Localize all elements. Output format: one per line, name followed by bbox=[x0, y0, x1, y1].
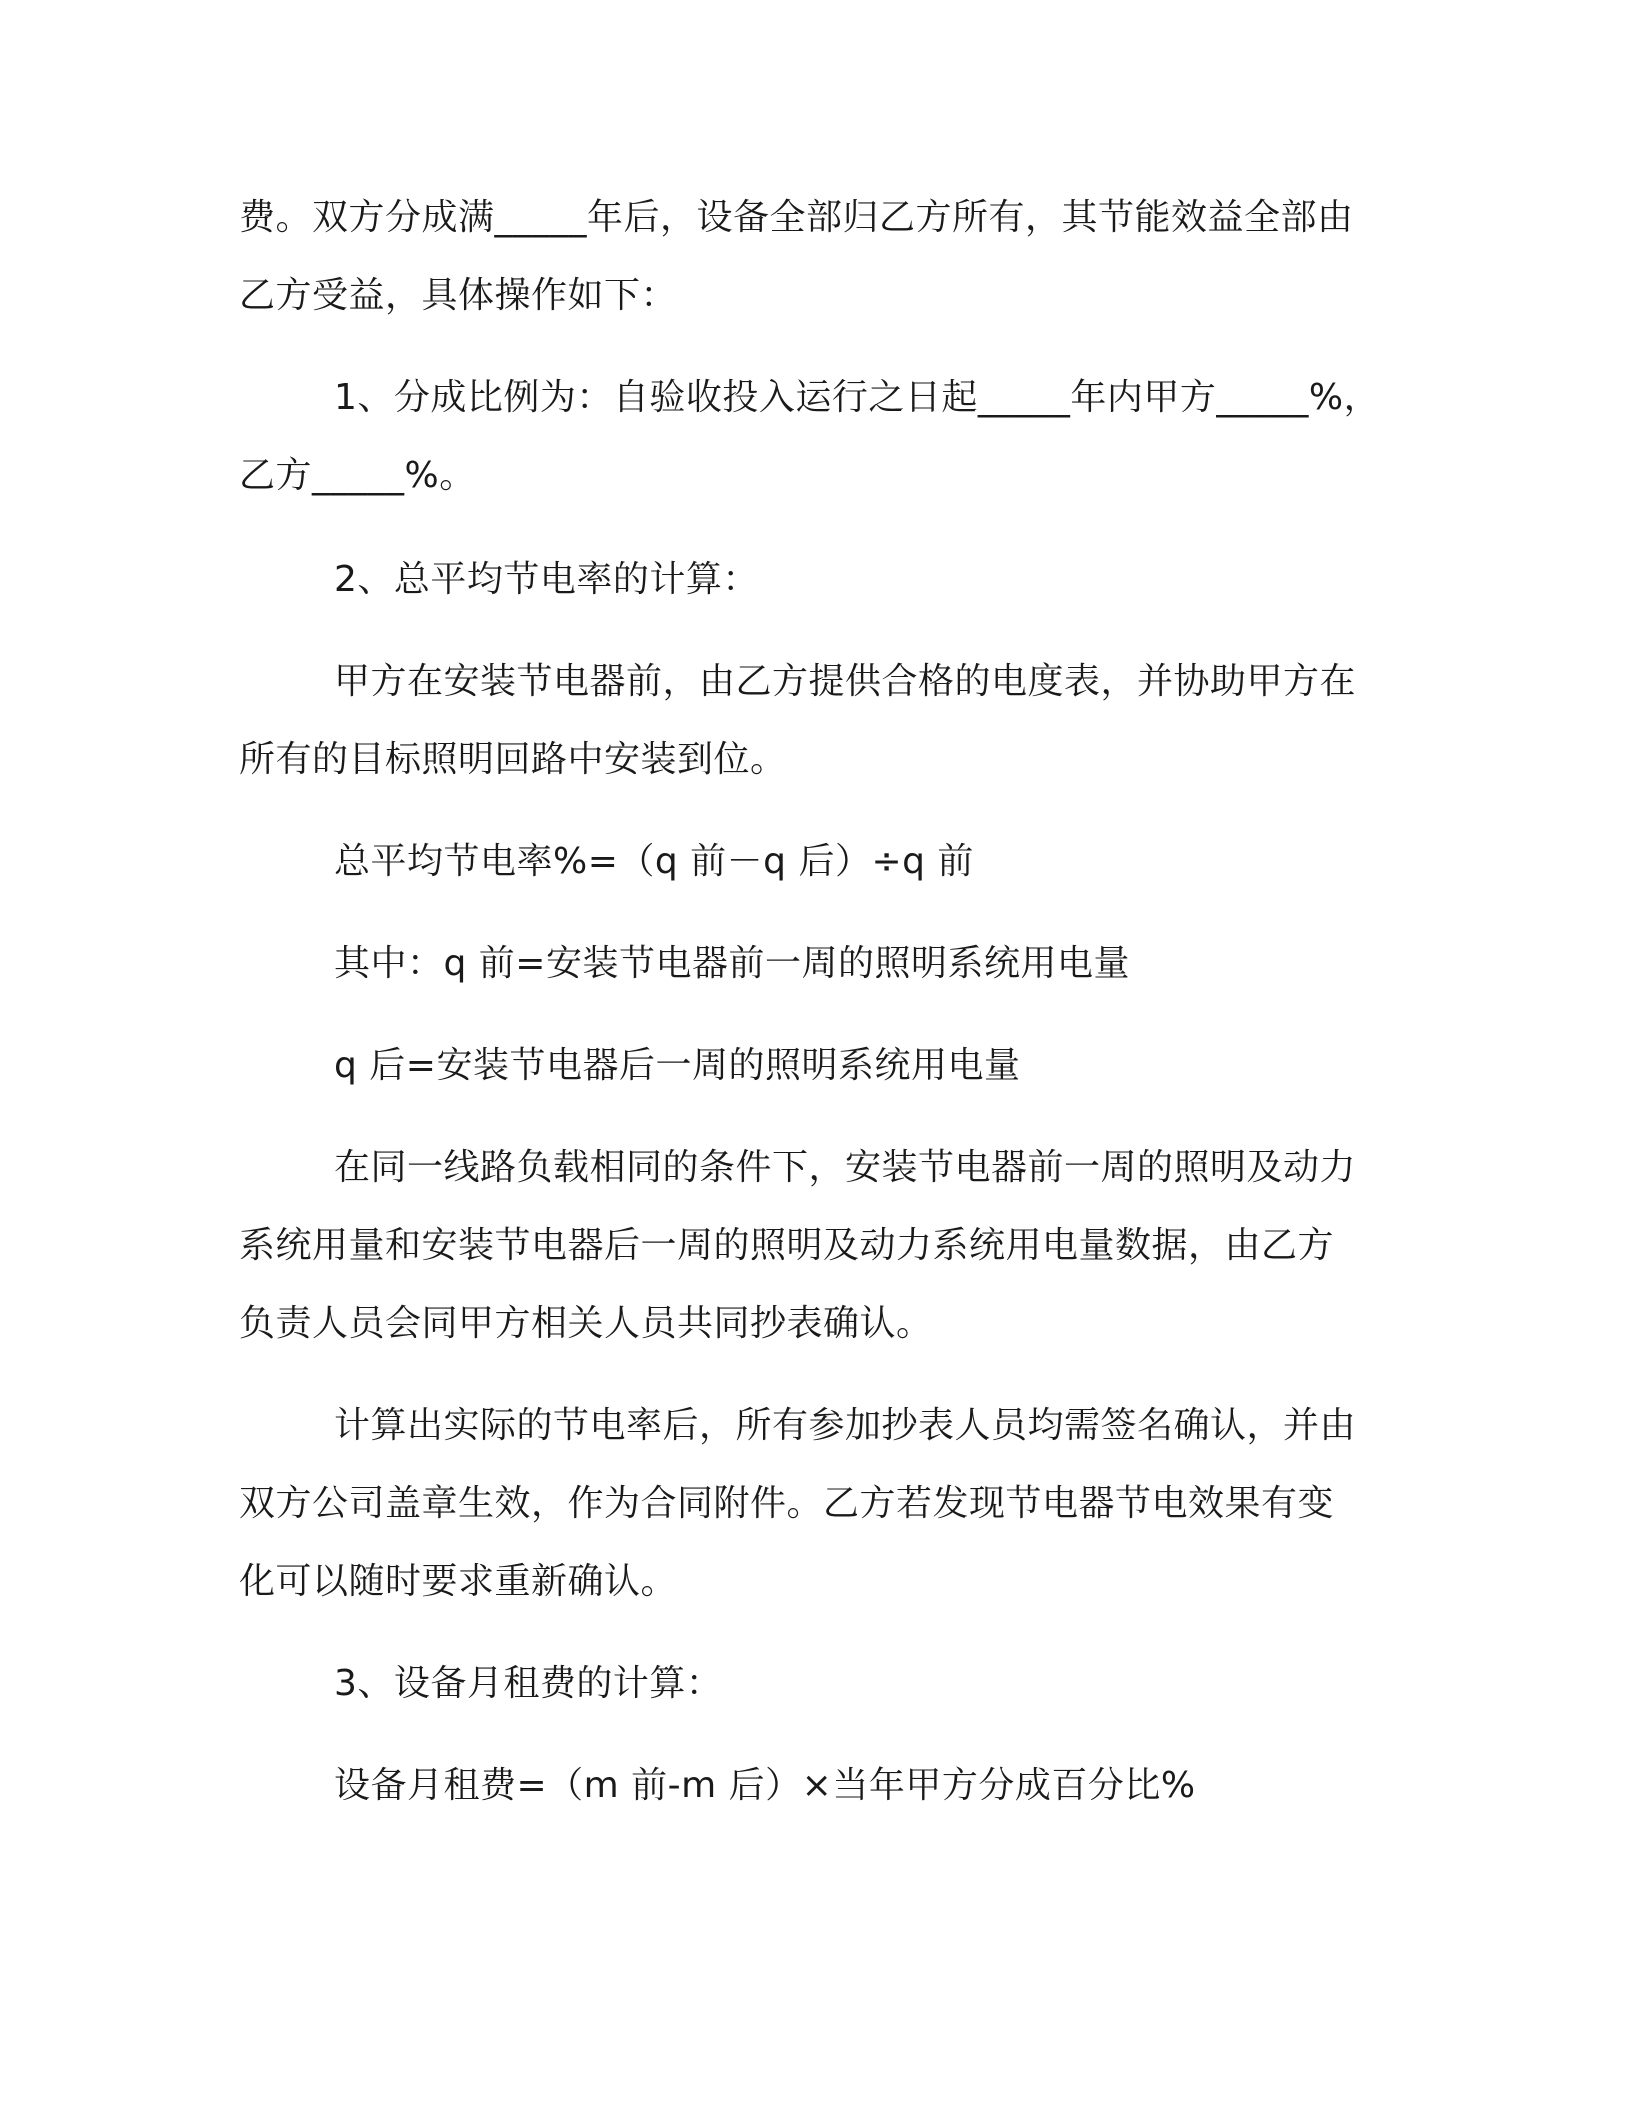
text-line-item-2-heading: 2、总平均节电率的计算： bbox=[334, 559, 759, 600]
text-line-meter-reading-confirm: 负责人员会同甲方相关人员共同抄表确认。 bbox=[239, 1303, 933, 1344]
text-line-q-after-definition: q 后=安装节电器后一周的照明系统用电量 bbox=[334, 1045, 1021, 1086]
text-line-item-1-party-b: 乙方_____%。 bbox=[239, 455, 476, 496]
text-line-seal-attachment: 双方公司盖章生效，作为合同附件。乙方若发现节电器节电效果有变 bbox=[239, 1483, 1335, 1524]
text-line-saving-rate-formula: 总平均节电率%=（q 前－q 后）÷q 前 bbox=[334, 841, 974, 882]
text-line-monthly-rent-formula: 设备月租费=（m 前-m 后）×当年甲方分成百分比% bbox=[334, 1765, 1196, 1806]
text-line-item-1-share-ratio: 1、分成比例为：自验收投入运行之日起_____年内甲方_____%， bbox=[334, 377, 1381, 418]
text-line-same-load-condition: 在同一线路负载相同的条件下，安装节电器前一周的照明及动力 bbox=[334, 1147, 1357, 1188]
text-line-same-load-condition-cont: 系统用量和安装节电器后一周的照明及动力系统用电量数据，由乙方 bbox=[239, 1225, 1335, 1266]
text-line-reconfirm: 化可以随时要求重新确认。 bbox=[239, 1561, 678, 1602]
text-line-item-3-heading: 3、设备月租费的计算： bbox=[334, 1663, 723, 1704]
text-line-signature-confirm: 计算出实际的节电率后，所有参加抄表人员均需签名确认，并由 bbox=[334, 1405, 1357, 1446]
text-line-meter-install: 甲方在安装节电器前，由乙方提供合格的电度表，并协助甲方在 bbox=[334, 661, 1357, 702]
text-line-meter-install-cont: 所有的目标照明回路中安装到位。 bbox=[239, 739, 787, 780]
text-line-continuation-share-years: 费。双方分成满_____年后，设备全部归乙方所有，其节能效益全部由 bbox=[239, 197, 1354, 238]
text-line-operation-intro: 乙方受益，具体操作如下： bbox=[239, 275, 678, 316]
text-line-q-before-definition: 其中：q 前=安装节电器前一周的照明系统用电量 bbox=[334, 943, 1130, 984]
